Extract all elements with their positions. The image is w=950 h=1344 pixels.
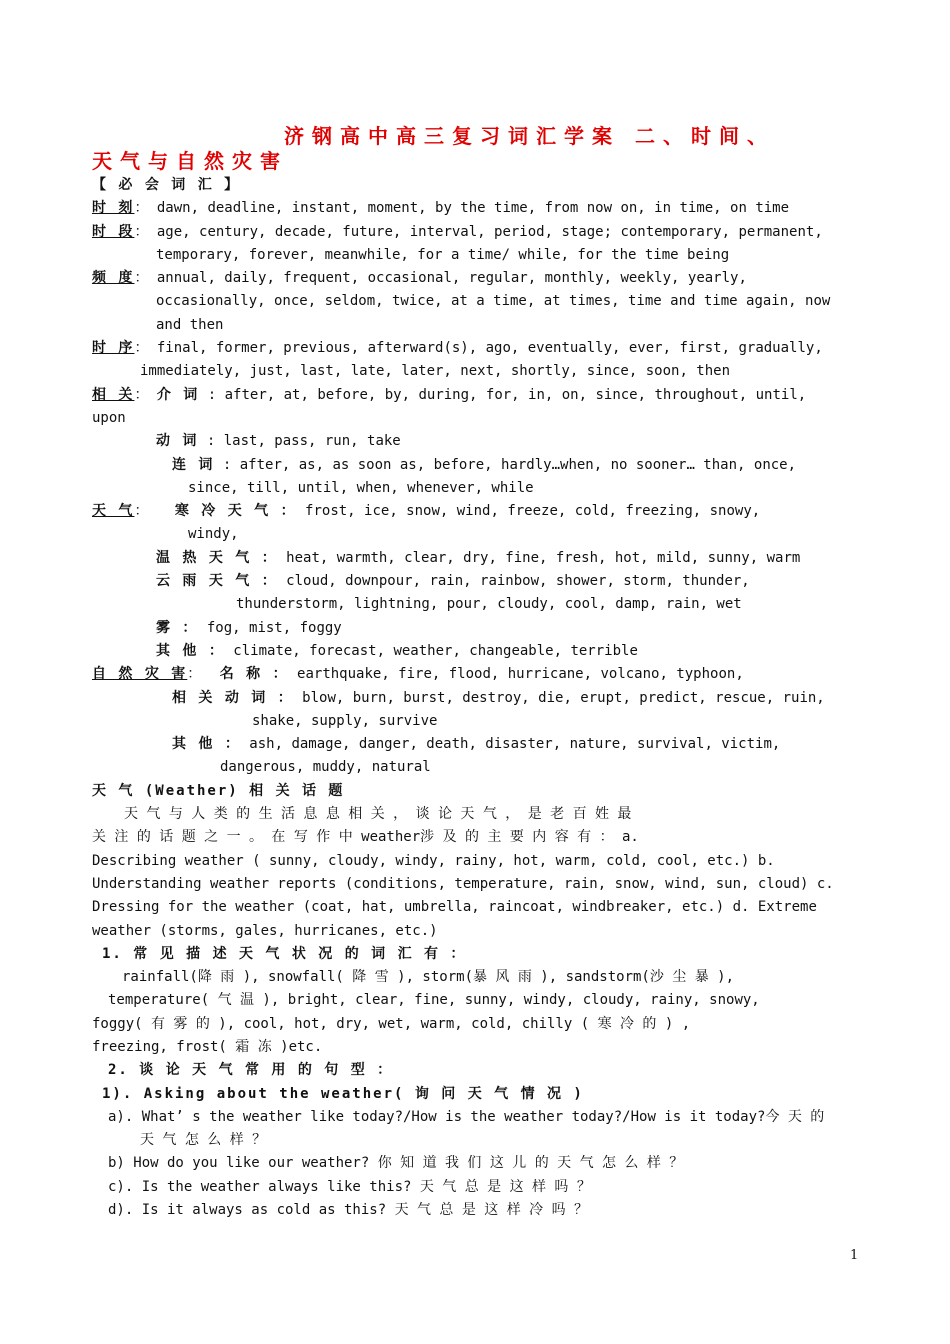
period-text: age, century, decade, future, interval, period, stage; contemporary, permanent, <box>156 223 823 240</box>
order-text: final, former, previous, afterward(s), ago, eventually, ever, first, gradually, <box>156 340 823 357</box>
sentences-heading: 2. 谈 论 天 气 常 用 的 句 型 ： <box>108 1062 394 1079</box>
moment-label: 时 刻 <box>92 200 135 217</box>
sentences-sub-1: 1). Asking about the weather( 询 问 天 气 情 况 ) <box>102 1085 584 1102</box>
verb-text: : last, pass, run, take <box>206 433 401 450</box>
page-number: 1 <box>850 1248 859 1263</box>
verb-label: 动 词 <box>156 433 199 450</box>
topic-para-5: Dressing for the weather (coat, hat, umbrella, raincoat, windbreaker, etc.) d. Extreme <box>92 899 817 916</box>
moment-text: dawn, deadline, instant, moment, by the time, from now on, in time, on time <box>156 200 790 217</box>
conj-text-cont: since, till, until, when, whenever, while <box>188 479 534 496</box>
related-sep: ： <box>134 386 149 403</box>
common-words-line-1: rainfall(降 雨 ), snowfall( 降 雪 ), storm(暴 风 雨 ), sandstorm(沙 尘 暴 ), <box>122 969 735 986</box>
related-label: 相 关 <box>92 386 135 403</box>
prep-text: : after, at, before, by, during, for, in, on, since, throughout, until, <box>207 386 807 403</box>
topic-para-3: Describing weather ( sunny, cloudy, windy, rainy, hot, warm, cold, cool, etc.) b. <box>92 852 775 869</box>
weather-row <box>92 500 860 523</box>
fog-text: fog, mist, foggy <box>206 619 342 636</box>
warm-text: heat, warmth, clear, dry, fine, fresh, hot, mild, sunny, warm <box>286 549 801 566</box>
fog-label: 雾 ： <box>156 619 199 636</box>
sentence-c: c). Is the weather always like this? 天 气 总 是 这 样 吗 ？ <box>108 1178 591 1195</box>
common-words-line-2: temperature( 气 温 ), bright, clear, fine, sunny, windy, cloudy, rainy, snowy, <box>108 992 760 1009</box>
topic-para-2: 关 注 的 话 题 之 一 。 在 写 作 中 weather涉 及 的 主 要 内 容 有 ： a. <box>92 829 639 846</box>
period-row <box>92 221 860 244</box>
disaster-sep: ： <box>187 666 202 683</box>
disaster-row <box>92 663 860 686</box>
weather-other-text: climate, forecast, weather, changeable, terrible <box>233 642 638 659</box>
sentence-d: d). Is it always as cold as this? 天 气 总 是 这 样 冷 吗 ？ <box>108 1202 589 1219</box>
freq-label: 频 度 <box>92 270 135 287</box>
order-label: 时 序 <box>92 340 135 357</box>
title-line-1: 济钢高中高三复习词汇学案 二、时间、 <box>284 124 775 148</box>
rain-text: cloud, downpour, rain, rainbow, shower, storm, thunder, <box>286 573 750 590</box>
freq-sep: ： <box>134 270 149 287</box>
rain-text-cont: thunderstorm, lightning, pour, cloudy, cool, damp, rain, wet <box>236 596 742 613</box>
title-line-2: 天气与自然灾害 <box>92 149 288 173</box>
freq-text: annual, daily, frequent, occasional, regular, monthly, weekly, yearly, <box>156 270 747 287</box>
sentence-a-cont: 天 气 怎 么 样 ？ <box>140 1132 267 1149</box>
moment-sep: ： <box>134 200 149 217</box>
disaster-label: 自 然 灾 害 <box>92 666 188 683</box>
related-row <box>92 384 860 407</box>
topic-para-6: weather (storms, gales, hurricanes, etc.) <box>92 922 438 939</box>
moment-row <box>92 197 860 220</box>
disaster-verb-label: 相 关 动 词 ： <box>172 689 294 706</box>
rain-row <box>92 570 860 593</box>
disaster-verb-cont: shake, supply, survive <box>252 712 438 729</box>
must-vocab-heading: 【 必 会 词 汇 】 <box>92 177 241 193</box>
common-words-line-4: freezing, frost( 霜 冻 )etc. <box>92 1038 323 1055</box>
weather-label: 天 气 <box>92 503 135 520</box>
document-title <box>92 124 860 174</box>
warm-label: 温 热 天 气 ： <box>156 549 278 566</box>
topic-para-4: Understanding weather reports (conditions, temperature, rain, snow, wind, sun, cloud) c. <box>92 875 834 892</box>
conj-row <box>92 454 860 477</box>
rain-label: 云 雨 天 气 ： <box>156 573 278 590</box>
weather-other-row <box>92 640 860 663</box>
conj-label: 连 词 <box>172 456 215 473</box>
disaster-name-label: 名 称 ： <box>219 666 289 683</box>
disaster-other-label: 其 他 ： <box>172 736 241 753</box>
prep-label: 介 词 <box>156 386 200 403</box>
topic-para-1: 天 气 与 人 类 的 生 活 息 息 相 关 ， 谈 论 天 气 ， 是 老 百 姓 最 <box>124 806 632 823</box>
disaster-verb-row <box>92 687 860 710</box>
disaster-other-cont: dangerous, muddy, natural <box>220 759 431 776</box>
cold-text-cont: windy, <box>188 526 239 543</box>
warm-row <box>92 547 860 570</box>
sentence-a: a). What’ s the weather like today?/How is the weather today?/How is it today?今 天 的 <box>108 1108 825 1125</box>
order-row <box>92 337 860 360</box>
cold-label: 寒 冷 天 气 ： <box>174 503 297 520</box>
fog-row <box>92 617 860 640</box>
period-text-cont: temporary, forever, meanwhile, for a time/ while, for the time being <box>156 246 730 263</box>
conj-text: : after, as, as soon as, before, hardly…when, no sooner… than, once, <box>222 456 797 473</box>
disaster-verb-text: blow, burn, burst, destroy, die, erupt, predict, rescue, ruin, <box>302 689 825 706</box>
common-words-line-3: foggy( 有 雾 的 ), cool, hot, dry, wet, warm, cold, chilly ( 寒 冷 的 ) , <box>92 1015 691 1032</box>
common-words-heading: 1. 常 见 描 述 天 气 状 况 的 词 汇 有 ： <box>102 945 467 962</box>
verb-row <box>92 430 860 453</box>
sentence-b: b) How do you like our weather? 你 知 道 我 们 这 儿 的 天 气 怎 么 样 ？ <box>108 1155 684 1172</box>
topic-heading: 天 气 (Weather) 相 关 话 题 <box>92 782 345 799</box>
weather-other-label: 其 他 ： <box>156 642 225 659</box>
freq-text-cont: occasionally, once, seldom, twice, at a time, at times, time and time again, now <box>156 293 831 310</box>
disaster-name-text: earthquake, fire, flood, hurricane, volcano, typhoon, <box>297 666 744 683</box>
period-sep: ： <box>134 223 149 240</box>
order-sep: ： <box>134 340 149 357</box>
weather-sep: ： <box>134 503 149 520</box>
disaster-other-text: ash, damage, danger, death, disaster, nature, survival, victim, <box>249 736 781 753</box>
freq-row <box>92 267 860 290</box>
freq-text-cont2: and then <box>156 316 224 333</box>
order-text-cont: immediately, just, last, late, later, next, shortly, since, soon, then <box>140 363 731 380</box>
prep-text-cont: upon <box>92 409 126 426</box>
disaster-other-row <box>92 733 860 756</box>
document-page <box>92 124 860 1222</box>
period-label: 时 段 <box>92 223 135 240</box>
cold-text: frost, ice, snow, wind, freeze, cold, freezing, snowy, <box>305 503 761 520</box>
